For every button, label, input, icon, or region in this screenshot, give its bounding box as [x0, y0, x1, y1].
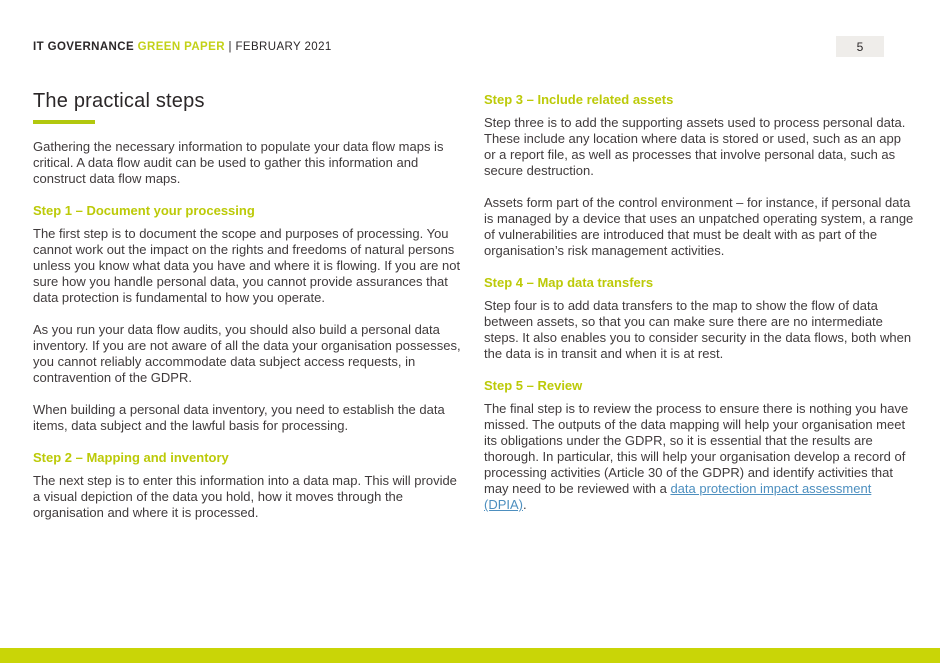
step-2-paragraph-1: The next step is to enter this information into a data map. This will provide a visual depiction of the data you hold, how it moves through the organisation and where it is processed. — [33, 473, 457, 520]
header-brand: IT GOVERNANCE — [33, 40, 135, 53]
section-step-2 — [33, 450, 465, 521]
step-1-heading: Step 1 – Document your processing — [33, 203, 255, 218]
page-header — [0, 0, 940, 57]
section-step-1 — [33, 203, 465, 434]
page-title: The practical steps — [33, 90, 205, 112]
section-step-3 — [484, 92, 916, 259]
section-step-4 — [484, 275, 916, 362]
step-3-paragraph-1: Step three is to add the supporting assets used to process personal data. These include any location where data is stored or used, such as an app or a report file, as well as processes that involve personal data, such as secure destruction. — [484, 115, 906, 178]
intro-paragraph: Gathering the necessary information to populate your data flow maps is critical. A data flow audit can be used to gather this information and construct data flow maps. — [33, 139, 444, 186]
section-step-5 — [484, 378, 916, 513]
left-column — [33, 90, 465, 537]
step-4-heading: Step 4 – Map data transfers — [484, 275, 654, 290]
step-1-paragraph-2: As you run your data flow audits, you should also build a personal data inventory. If you are not aware of all the data your organisation possesses, you cannot reliably accommodate data subject access requests, in contravention of the GDPR. — [33, 322, 461, 385]
step-5-heading: Step 5 – Review — [484, 378, 583, 393]
header-date: | FEBRUARY 2021 — [224, 40, 332, 53]
right-column — [484, 90, 916, 537]
step-5-paragraph-1 — [484, 401, 916, 513]
step-3-heading: Step 3 – Include related assets — [484, 92, 674, 107]
step-3-paragraph-2: Assets form part of the control environment – for instance, if personal data is managed by a device that uses an unpatched operating system, a range of vulnerabilities are introduced that must be dealt with as part of the organisation’s risk management activities. — [484, 195, 914, 258]
footer-accent-bar — [0, 648, 940, 663]
step-1-paragraph-3: When building a personal data inventory, you need to establish the data items, data subject and the lawful basis for processing. — [33, 402, 445, 433]
page-number-badge — [836, 36, 884, 57]
step-4-paragraph-1: Step four is to add data transfers to the map to show the flow of data between assets, so that you can make sure there are no intermediate steps. It also enables you to consider security in the data flows, both when the data is in transit and when it is at rest. — [484, 298, 912, 361]
title-underline-accent — [33, 120, 95, 124]
header-paper-type: GREEN PAPER — [134, 40, 225, 53]
step-1-paragraph-1: The first step is to document the scope and purposes of processing. You cannot work out the impact on the rights and freedoms of natural persons unless you know what data you have and where it is flowing. If you are not sure how you handle personal data, you cannot provide assurances that data protection is fundamental to how you operate. — [33, 226, 461, 305]
dpia-link[interactable]: data protection impact assessment (DPIA) — [484, 481, 872, 512]
page-number: 5 — [856, 39, 864, 54]
content-columns — [0, 90, 940, 537]
step-2-heading: Step 2 – Mapping and inventory — [33, 450, 229, 465]
header-title — [33, 41, 332, 53]
step-5-text-after-link: . — [523, 497, 527, 512]
step-5-text-before-link: The final step is to review the process to ensure there is nothing you have missed. The outputs of the data mapping will help your organisation meet its obligations under the GDPR, so it is essential that the results are thorough. In particular, this will help your organisation develop a record of processing activities (Article 30 of the GDPR) and identify activities that may need to be reviewed with a — [484, 401, 909, 496]
